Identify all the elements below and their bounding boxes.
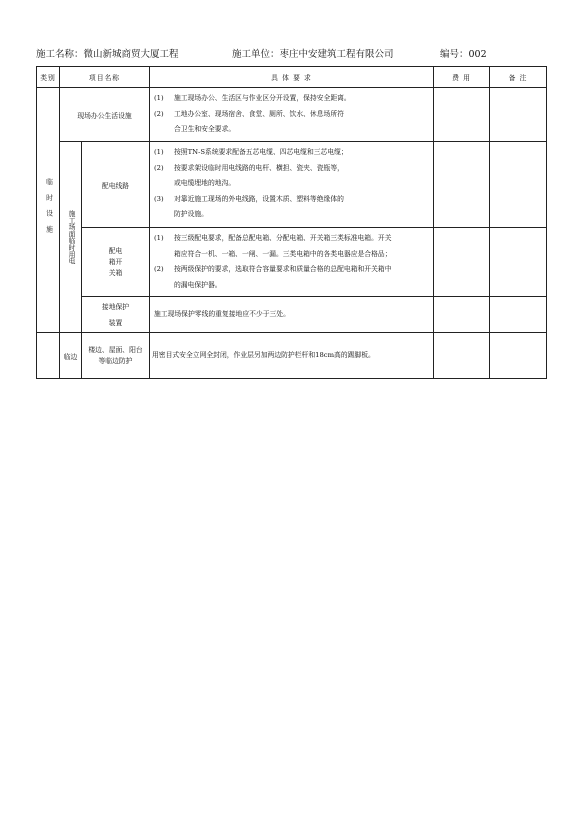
header-category: 类别 <box>37 67 60 88</box>
requirement-line: (2) 按两级保护的要求，选取符合容量要求和质量合格的总配电箱和开关箱中 <box>154 265 392 273</box>
requirements-office <box>150 88 434 142</box>
category-temporary-facilities <box>37 88 60 333</box>
project-label: 施工名称： <box>36 49 84 60</box>
requirement-line: (1) 按三级配电要求，配备总配电箱、分配电箱、开关箱三类标准电箱。开关 <box>154 234 392 242</box>
unit-name: 枣庄中安建筑工程有限公司 <box>279 49 394 60</box>
remarks-cell <box>490 88 547 142</box>
code-label: 编号： <box>440 49 469 60</box>
document-code-field <box>440 46 487 60</box>
header-remarks: 备 注 <box>490 67 547 88</box>
requirements-wiring <box>150 142 434 228</box>
requirement-line: (1) 施工现场办公、生活区与作业区分开设置，保持安全距离。 <box>154 94 351 102</box>
cost-cell <box>434 142 490 228</box>
table-header-row <box>37 67 547 88</box>
requirement-line: 施工现场保护零线的重复接地应不少于三处。 <box>154 309 290 318</box>
project-name: 微山新城商贸大厦工程 <box>83 49 179 60</box>
item-distribution-boxes: 配电 箱开 关箱 <box>82 228 150 297</box>
code-value: 002 <box>468 49 487 60</box>
requirement-line: 的漏电保护器。 <box>174 280 222 289</box>
category-power-supply <box>60 142 82 333</box>
table-row <box>37 333 547 379</box>
table-row <box>37 297 547 333</box>
table-row <box>37 142 547 228</box>
requirement-line: (2) 按要求架设临时用电线路的电杆、横担、瓷夹、瓷瓶等， <box>154 163 344 172</box>
category-main-label: 临时设施 <box>44 178 53 242</box>
unit-label: 施工单位： <box>232 49 280 60</box>
table-row <box>37 228 547 297</box>
item-grounding: 接地保护 装置 <box>82 297 150 333</box>
document-header <box>0 46 580 62</box>
construction-unit-field <box>232 46 394 60</box>
requirements-edge <box>150 333 434 379</box>
item-wiring: 配电线路 <box>82 142 150 228</box>
header-requirements: 具 体 要 求 <box>150 67 434 88</box>
requirement-line: 或电缆埋地的地沟。 <box>174 179 236 187</box>
remarks-cell <box>490 142 547 228</box>
item-edge-protection: 楼边、屋面、阳台 等临边防护 <box>82 333 150 379</box>
requirement-line: 用密目式安全立网全封闭，作业层另加两边防护栏杆和18cm高的踢脚板。 <box>152 350 375 359</box>
table-row <box>37 88 547 142</box>
requirement-line: 防护设施。 <box>174 210 208 218</box>
cost-cell <box>434 228 490 297</box>
requirement-line: (2) 工地办公室、现场宿舍、食堂、厕所、饮水、休息场所符 <box>154 109 344 118</box>
remarks-cell <box>490 228 547 297</box>
item-office-facilities: 现场办公生活设施 <box>60 88 150 142</box>
requirement-line: 合卫生和安全要求。 <box>174 125 236 133</box>
requirement-line: (3) 对靠近施工现场的外电线路，设置木质、塑料等绝缘体的 <box>154 194 344 203</box>
header-item-name: 项目名称 <box>60 67 150 88</box>
category-edge: 临边 <box>60 333 82 379</box>
cost-cell <box>434 297 490 333</box>
requirements-grounding <box>150 297 434 333</box>
requirement-line: 箱应符合一机、一箱、一闸、一漏。三类电箱中的各类电器应是合格品； <box>174 249 392 258</box>
remarks-cell <box>490 333 547 379</box>
requirements-boxes <box>150 228 434 297</box>
safety-measures-table <box>36 66 547 379</box>
project-name-field <box>36 46 179 60</box>
category-power-label: 施工场面临时用电 <box>67 209 76 265</box>
cost-cell <box>434 333 490 379</box>
requirement-line: (1) 按照TN-S系统要求配备五芯电缆、四芯电缆和三芯电缆； <box>154 148 348 156</box>
remarks-cell <box>490 297 547 333</box>
category-blank <box>37 333 60 379</box>
cost-cell <box>434 88 490 142</box>
header-cost: 费 用 <box>434 67 490 88</box>
